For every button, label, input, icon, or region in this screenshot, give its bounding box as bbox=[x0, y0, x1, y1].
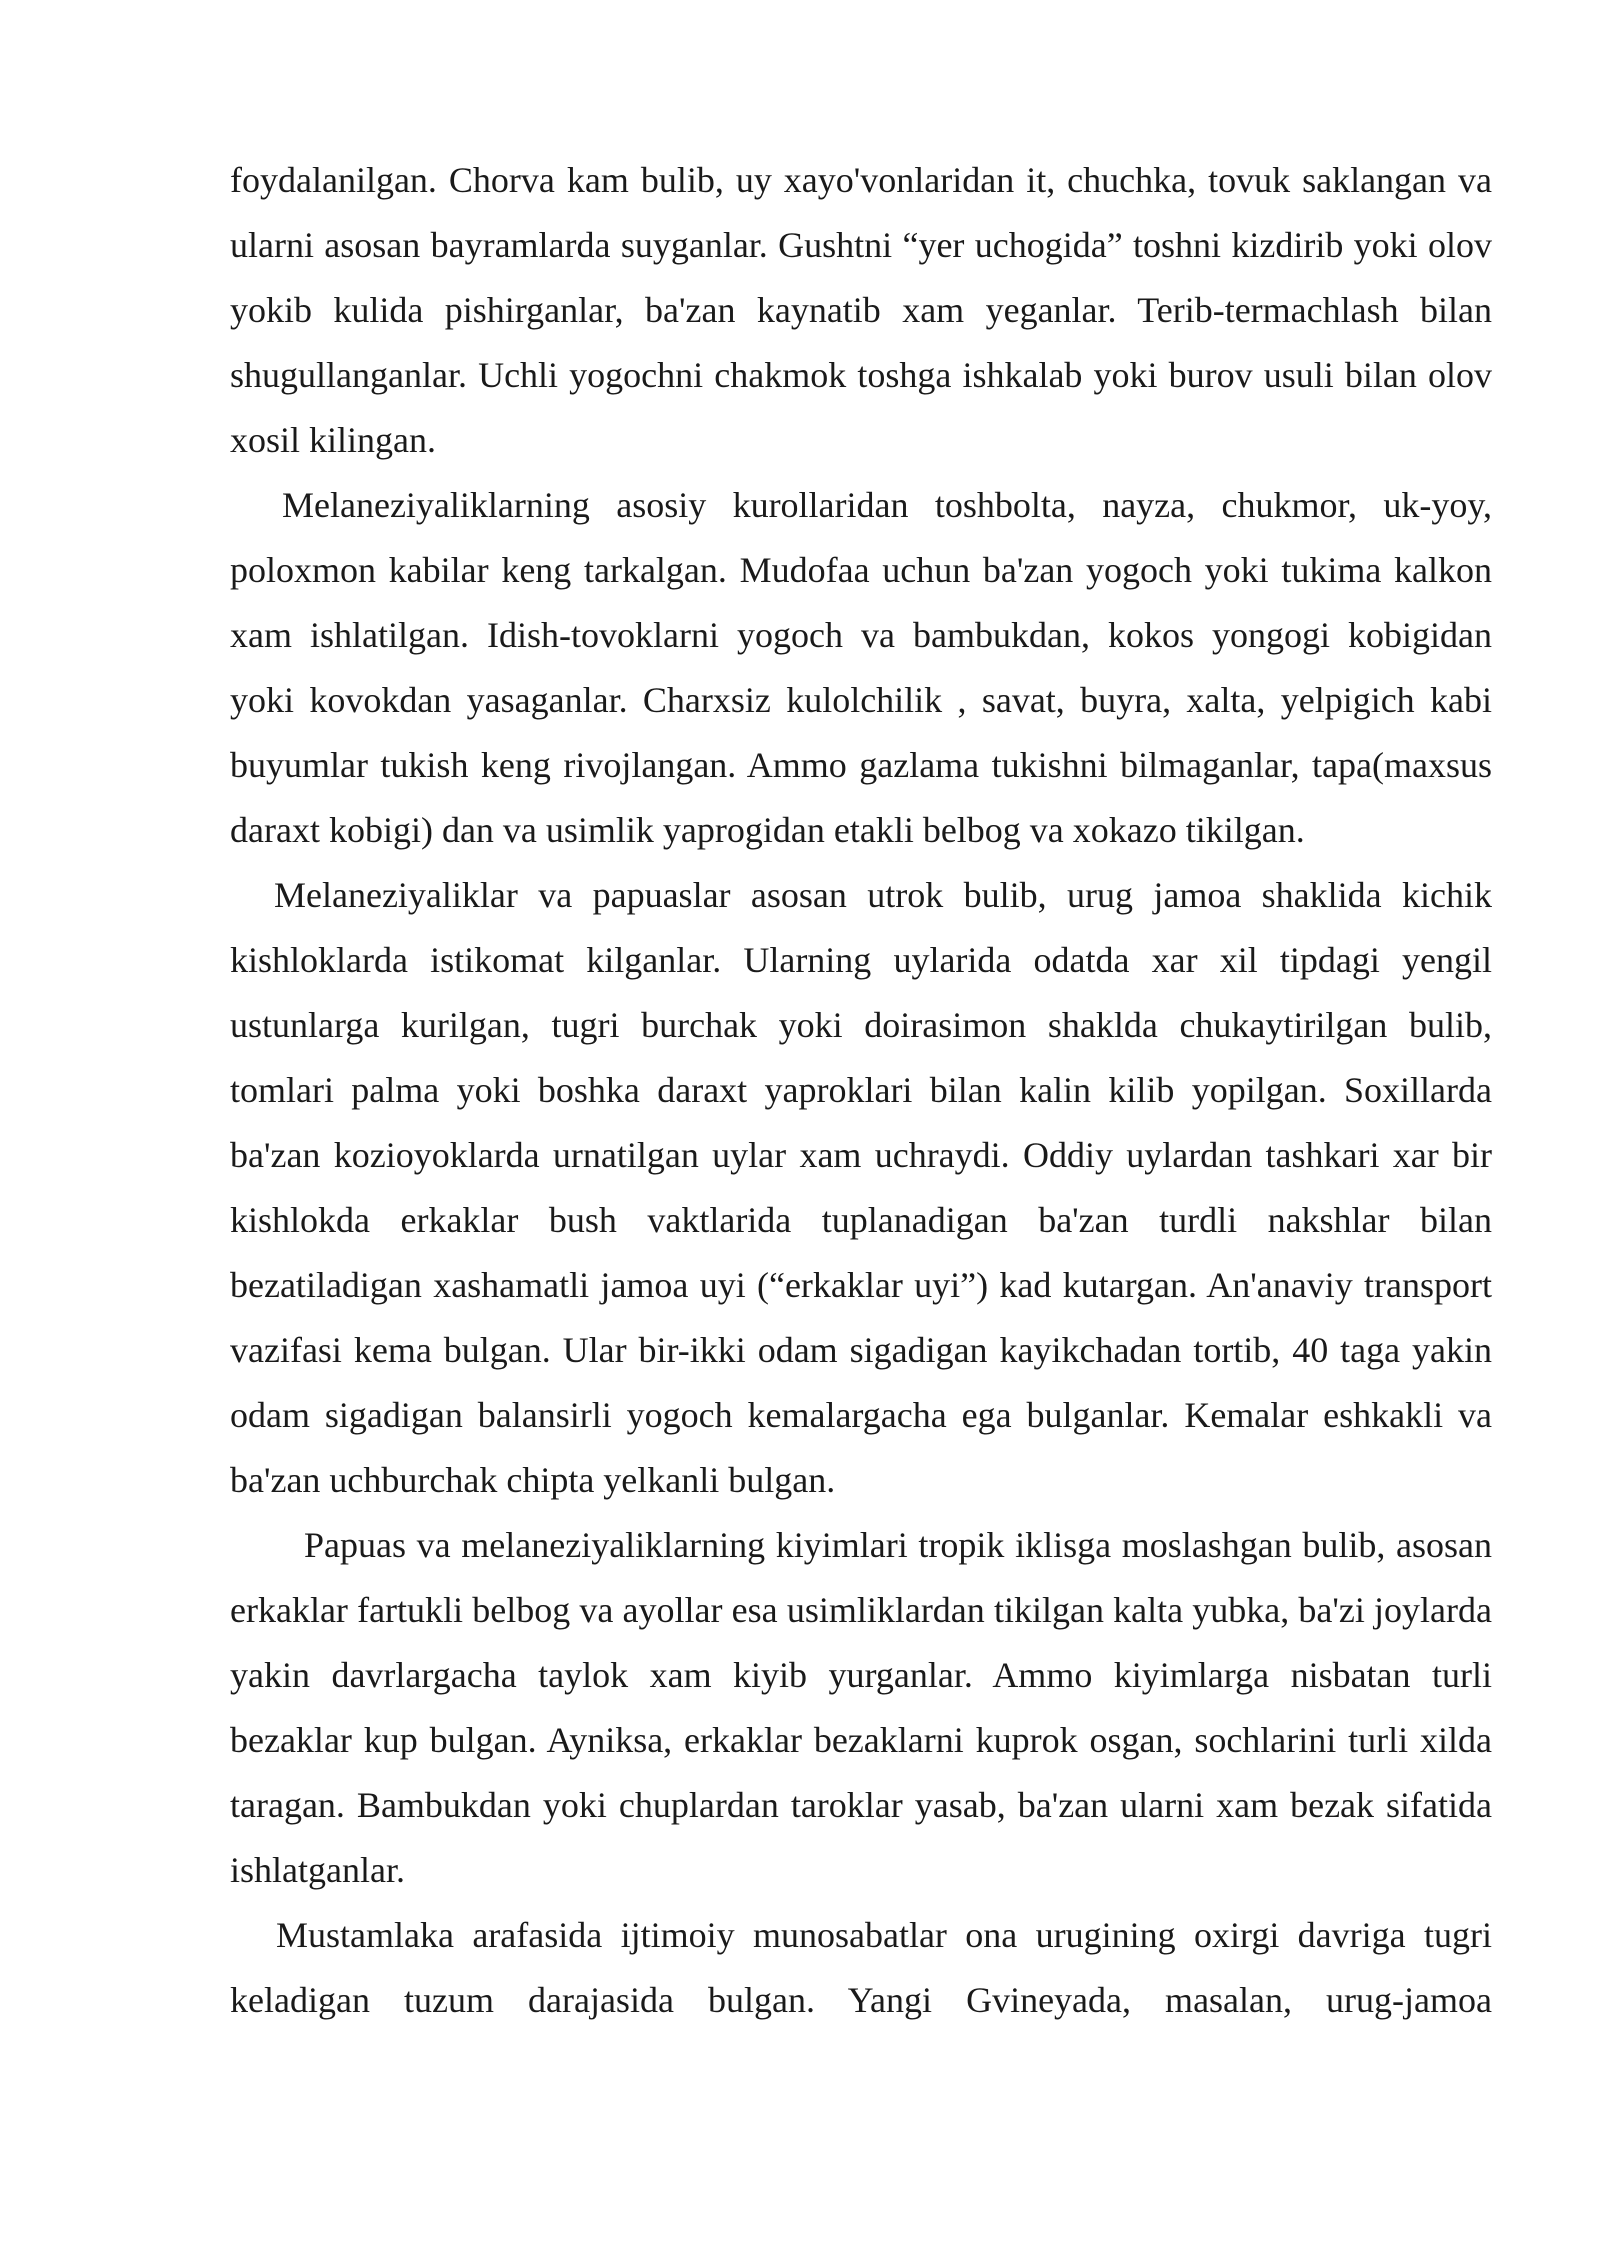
paragraph-3: Melaneziyaliklar va papuaslar asosan utrok bulib, urug jamoa shaklida kichik kishloklarda istikomat kilganlar. Ularning uylarida odatda xar xil tipdagi yengil ustunlarga kurilgan, tugri burchak yoki doirasimon shakldа chukaytirilgan bulib, tomlari palma yoki boshka daraxt yaproklari bilan kalin kilib yopilgan. Soxillarda ba'zan kozioyoklarda urnatilgan uylar xam uchraydi. Oddiy uylardan tashkari xar bir kishlokda erkaklar bush vaktlarida tuplanadigan ba'zan turdli nakshlar bilan bezatiladigan xashamatli jamoa uyi (“erkaklar uyi”) kad kutargan. An'anaviy transport vazifasi kema bulgan. Ular bir-ikki odam sigadigan kayikchadan tortib, 40 taga yakin odam sigadigan balansirli yogoch kemalargacha ega bulganlar. Kemalar eshkakli va ba'zan uchburchak chipta yelkanli bulgan. bbox=[230, 875, 1492, 1500]
paragraph-4: Papuas va melaneziyaliklarning kiyimlari tropik iklisga moslashgan bulib, asosan erkaklar fartukli belbog va ayollar esa usimliklardan tikilgan kalta yubka, ba'zi joylarda yakin davrlargacha taylok xam kiyib yurganlar. Ammo kiyimlarga nisbatan turli bezaklar kup bulgan. Ayniksa, erkaklar bezaklarni kuprok osgan, sochlarini turli xilda taragan. Bambukdan yoki chuplardan taroklar yasab, ba'zan ularni xam bezak sifatida ishlatganlar. bbox=[230, 1525, 1492, 1890]
paragraph-5: Mustamlaka arafasida ijtimoiy munosabatlar ona urugining oxirgi davriga tugri keladigan tuzum darajasida bulgan. Yangi Gvineyada, masalan, urug-jamoa bbox=[230, 1915, 1492, 2020]
document-page bbox=[230, 148, 1492, 2033]
paragraph-1: foydalanilgan. Chorva kam bulib, uy xayo'vonlaridan it, chuchka, tovuk saklangan va ularni asosan bayramlarda suyganlar. Gushtni “yer uchogida” toshni kizdirib yoki olov yokib kulida pishirganlar, ba'zan kaynatib xam yeganlar. Terib-termachlash bilan shugullanganlar. Uchli yogochni chakmok toshga ishkalab yoki burov usuli bilan olov xosil kilingan. bbox=[230, 160, 1492, 460]
paragraph-2: Melaneziyaliklarning asosiy kurollaridan toshbolta, nayza, chukmor, uk-yoy, poloxmon kabilar keng tarkalgan. Mudofaa uchun ba'zan yogoch yoki tukima kalkon xam ishlatilgan. Idish-tovoklarni yogoch va bambukdan, kokos yongogi kobigidan yoki kovokdan yasaganlar. Charxsiz kulolchilik , savat, buyra, xalta, yelpigich kabi buyumlar tukish keng rivojlangan. Ammo gazlama tukishni bilmaganlar, tapa(maxsus daraxt kobigi) dan va usimlik yaprogidan etakli belbog va xokazo tikilgan. bbox=[230, 485, 1492, 850]
